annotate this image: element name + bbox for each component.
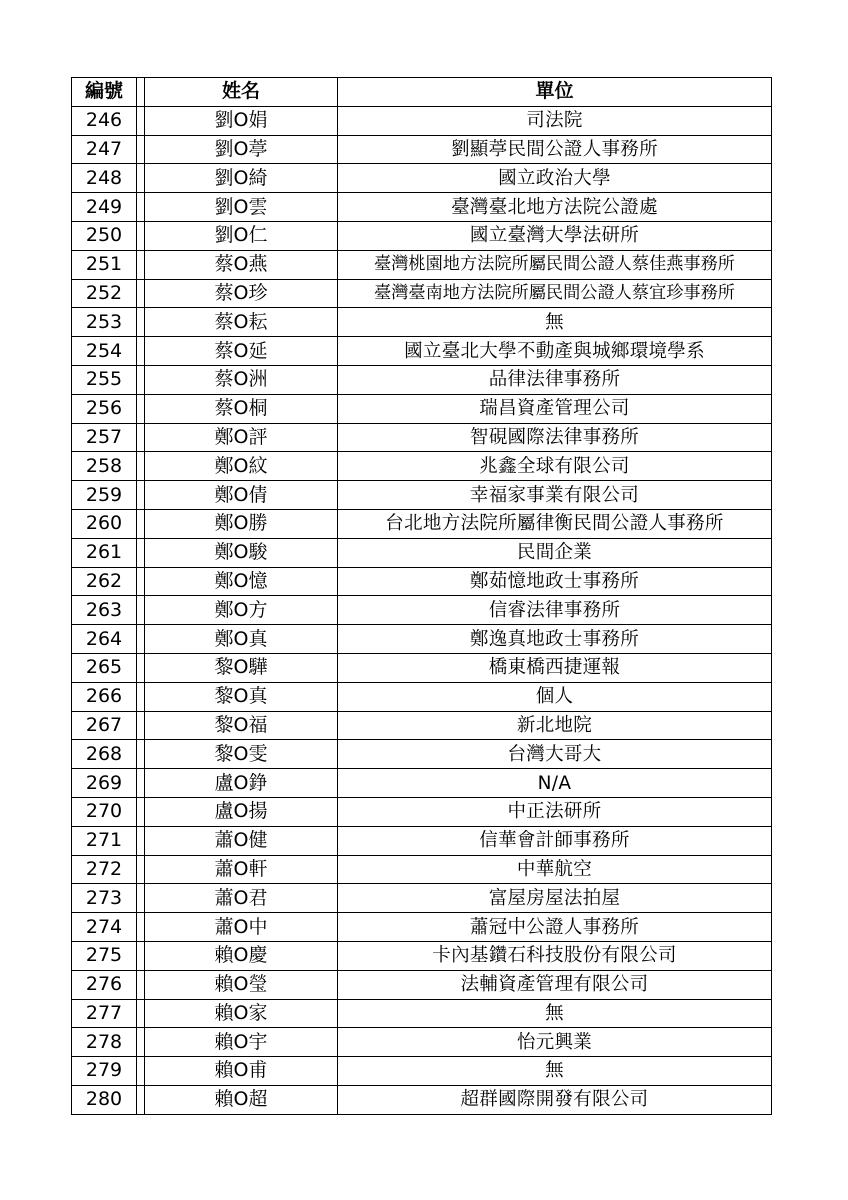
- number-cell: 255: [72, 365, 137, 394]
- unit-cell: 國立臺灣大學法研所: [338, 221, 772, 250]
- name-cell: 蔡O燕: [145, 250, 338, 279]
- gap-cell: [137, 682, 145, 711]
- number-cell: 269: [72, 769, 137, 798]
- table-row: [72, 164, 772, 193]
- roster-body: [72, 106, 772, 1114]
- table-row: [72, 1028, 772, 1057]
- table-row: [72, 970, 772, 999]
- gap-cell: [137, 596, 145, 625]
- name-cell: 黎O福: [145, 711, 338, 740]
- table-row: [72, 279, 772, 308]
- header-gap-cell: [137, 78, 145, 107]
- gap-cell: [137, 221, 145, 250]
- name-cell: 劉O仁: [145, 221, 338, 250]
- table-row: [72, 135, 772, 164]
- table-row: [72, 1085, 772, 1114]
- gap-cell: [137, 135, 145, 164]
- number-cell: 261: [72, 538, 137, 567]
- table-row: [72, 711, 772, 740]
- number-cell: 258: [72, 452, 137, 481]
- name-cell: 賴O超: [145, 1085, 338, 1114]
- gap-cell: [137, 365, 145, 394]
- name-cell: 黎O真: [145, 682, 338, 711]
- header-row: [72, 78, 772, 107]
- number-cell: 251: [72, 250, 137, 279]
- unit-cell: 信華會計師事務所: [338, 826, 772, 855]
- number-cell: 267: [72, 711, 137, 740]
- number-cell: 250: [72, 221, 137, 250]
- table-row: [72, 365, 772, 394]
- name-cell: 蕭O軒: [145, 855, 338, 884]
- gap-cell: [137, 567, 145, 596]
- unit-cell: 鄭茹憶地政士事務所: [338, 567, 772, 596]
- unit-cell: 中正法研所: [338, 797, 772, 826]
- gap-cell: [137, 538, 145, 567]
- name-cell: 蔡O耘: [145, 308, 338, 337]
- unit-cell: 幸福家事業有限公司: [338, 481, 772, 510]
- unit-cell: 臺灣桃園地方法院所屬民間公證人蔡佳燕事務所: [338, 250, 772, 279]
- table-row: [72, 826, 772, 855]
- table-row: [72, 394, 772, 423]
- unit-cell: 國立政治大學: [338, 164, 772, 193]
- number-cell: 256: [72, 394, 137, 423]
- unit-cell: N/A: [338, 769, 772, 798]
- number-cell: 280: [72, 1085, 137, 1114]
- unit-cell: 中華航空: [338, 855, 772, 884]
- table-row: [72, 596, 772, 625]
- roster-sheet: [71, 77, 771, 1115]
- unit-cell: 蕭冠中公證人事務所: [338, 913, 772, 942]
- unit-cell: 臺灣臺南地方法院所屬民間公證人蔡宜珍事務所: [338, 279, 772, 308]
- number-cell: 277: [72, 999, 137, 1028]
- name-cell: 黎O雯: [145, 740, 338, 769]
- unit-cell: 個人: [338, 682, 772, 711]
- table-row: [72, 250, 772, 279]
- table-row: [72, 855, 772, 884]
- unit-cell: 無: [338, 1057, 772, 1086]
- number-cell: 259: [72, 481, 137, 510]
- unit-cell: 鄭逸真地政士事務所: [338, 625, 772, 654]
- gap-cell: [137, 884, 145, 913]
- table-row: [72, 653, 772, 682]
- gap-cell: [137, 452, 145, 481]
- name-cell: 鄭O紋: [145, 452, 338, 481]
- name-cell: 賴O宇: [145, 1028, 338, 1057]
- name-cell: 鄭O駿: [145, 538, 338, 567]
- name-cell: 蕭O健: [145, 826, 338, 855]
- table-row: [72, 106, 772, 135]
- name-cell: 黎O驊: [145, 653, 338, 682]
- name-cell: 劉O葶: [145, 135, 338, 164]
- table-row: [72, 423, 772, 452]
- number-cell: 260: [72, 509, 137, 538]
- name-cell: 鄭O倩: [145, 481, 338, 510]
- gap-cell: [137, 941, 145, 970]
- table-row: [72, 999, 772, 1028]
- unit-cell: 臺灣臺北地方法院公證處: [338, 193, 772, 222]
- number-cell: 272: [72, 855, 137, 884]
- name-cell: 鄭O勝: [145, 509, 338, 538]
- unit-cell: 劉顯葶民間公證人事務所: [338, 135, 772, 164]
- unit-cell: 國立臺北大學不動產與城鄉環境學系: [338, 337, 772, 366]
- gap-cell: [137, 337, 145, 366]
- gap-cell: [137, 1028, 145, 1057]
- gap-cell: [137, 711, 145, 740]
- table-row: [72, 509, 772, 538]
- name-cell: 鄭O真: [145, 625, 338, 654]
- number-cell: 279: [72, 1057, 137, 1086]
- table-row: [72, 193, 772, 222]
- gap-cell: [137, 913, 145, 942]
- header-name: 姓名: [145, 78, 338, 107]
- gap-cell: [137, 797, 145, 826]
- name-cell: 盧O揚: [145, 797, 338, 826]
- table-row: [72, 682, 772, 711]
- unit-cell: 卡內基鑽石科技股份有限公司: [338, 941, 772, 970]
- table-row: [72, 769, 772, 798]
- header-number: 編號: [72, 78, 137, 107]
- gap-cell: [137, 970, 145, 999]
- header-unit: 單位: [338, 78, 772, 107]
- number-cell: 273: [72, 884, 137, 913]
- table-row: [72, 567, 772, 596]
- gap-cell: [137, 653, 145, 682]
- number-cell: 276: [72, 970, 137, 999]
- gap-cell: [137, 999, 145, 1028]
- gap-cell: [137, 279, 145, 308]
- gap-cell: [137, 106, 145, 135]
- number-cell: 257: [72, 423, 137, 452]
- table-row: [72, 308, 772, 337]
- gap-cell: [137, 394, 145, 423]
- number-cell: 266: [72, 682, 137, 711]
- number-cell: 264: [72, 625, 137, 654]
- unit-cell: 品律法律事務所: [338, 365, 772, 394]
- number-cell: 270: [72, 797, 137, 826]
- table-row: [72, 884, 772, 913]
- unit-cell: 台灣大哥大: [338, 740, 772, 769]
- unit-cell: 台北地方法院所屬律衡民間公證人事務所: [338, 509, 772, 538]
- gap-cell: [137, 740, 145, 769]
- table-row: [72, 797, 772, 826]
- table-row: [72, 221, 772, 250]
- gap-cell: [137, 308, 145, 337]
- table-row: [72, 913, 772, 942]
- name-cell: 蔡O桐: [145, 394, 338, 423]
- name-cell: 蕭O中: [145, 913, 338, 942]
- unit-cell: 怡元興業: [338, 1028, 772, 1057]
- name-cell: 賴O甫: [145, 1057, 338, 1086]
- name-cell: 蔡O延: [145, 337, 338, 366]
- unit-cell: 無: [338, 999, 772, 1028]
- gap-cell: [137, 1085, 145, 1114]
- number-cell: 275: [72, 941, 137, 970]
- unit-cell: 民間企業: [338, 538, 772, 567]
- name-cell: 蕭O君: [145, 884, 338, 913]
- table-row: [72, 625, 772, 654]
- name-cell: 賴O慶: [145, 941, 338, 970]
- name-cell: 劉O綺: [145, 164, 338, 193]
- number-cell: 262: [72, 567, 137, 596]
- number-cell: 254: [72, 337, 137, 366]
- name-cell: 賴O瑩: [145, 970, 338, 999]
- gap-cell: [137, 769, 145, 798]
- number-cell: 253: [72, 308, 137, 337]
- number-cell: 271: [72, 826, 137, 855]
- table-row: [72, 1057, 772, 1086]
- gap-cell: [137, 855, 145, 884]
- unit-cell: 富屋房屋法拍屋: [338, 884, 772, 913]
- gap-cell: [137, 423, 145, 452]
- number-cell: 265: [72, 653, 137, 682]
- unit-cell: 信睿法律事務所: [338, 596, 772, 625]
- unit-cell: 無: [338, 308, 772, 337]
- table-row: [72, 481, 772, 510]
- name-cell: 蔡O珍: [145, 279, 338, 308]
- name-cell: 蔡O洲: [145, 365, 338, 394]
- name-cell: 鄭O方: [145, 596, 338, 625]
- gap-cell: [137, 509, 145, 538]
- table-row: [72, 941, 772, 970]
- name-cell: 盧O錚: [145, 769, 338, 798]
- unit-cell: 司法院: [338, 106, 772, 135]
- gap-cell: [137, 164, 145, 193]
- unit-cell: 智硯國際法律事務所: [338, 423, 772, 452]
- table-row: [72, 740, 772, 769]
- gap-cell: [137, 1057, 145, 1086]
- unit-cell: 法輔資產管理有限公司: [338, 970, 772, 999]
- name-cell: 劉O雲: [145, 193, 338, 222]
- number-cell: 248: [72, 164, 137, 193]
- unit-cell: 橋東橋西捷運報: [338, 653, 772, 682]
- table-row: [72, 538, 772, 567]
- number-cell: 274: [72, 913, 137, 942]
- unit-cell: 兆鑫全球有限公司: [338, 452, 772, 481]
- name-cell: 賴O家: [145, 999, 338, 1028]
- number-cell: 249: [72, 193, 137, 222]
- unit-cell: 瑞昌資產管理公司: [338, 394, 772, 423]
- gap-cell: [137, 193, 145, 222]
- number-cell: 263: [72, 596, 137, 625]
- name-cell: 鄭O憶: [145, 567, 338, 596]
- number-cell: 252: [72, 279, 137, 308]
- table-row: [72, 452, 772, 481]
- gap-cell: [137, 826, 145, 855]
- name-cell: 鄭O評: [145, 423, 338, 452]
- number-cell: 278: [72, 1028, 137, 1057]
- number-cell: 247: [72, 135, 137, 164]
- number-cell: 246: [72, 106, 137, 135]
- number-cell: 268: [72, 740, 137, 769]
- table-row: [72, 337, 772, 366]
- roster-table: [71, 77, 772, 1115]
- unit-cell: 新北地院: [338, 711, 772, 740]
- unit-cell: 超群國際開發有限公司: [338, 1085, 772, 1114]
- gap-cell: [137, 250, 145, 279]
- gap-cell: [137, 625, 145, 654]
- gap-cell: [137, 481, 145, 510]
- name-cell: 劉O娟: [145, 106, 338, 135]
